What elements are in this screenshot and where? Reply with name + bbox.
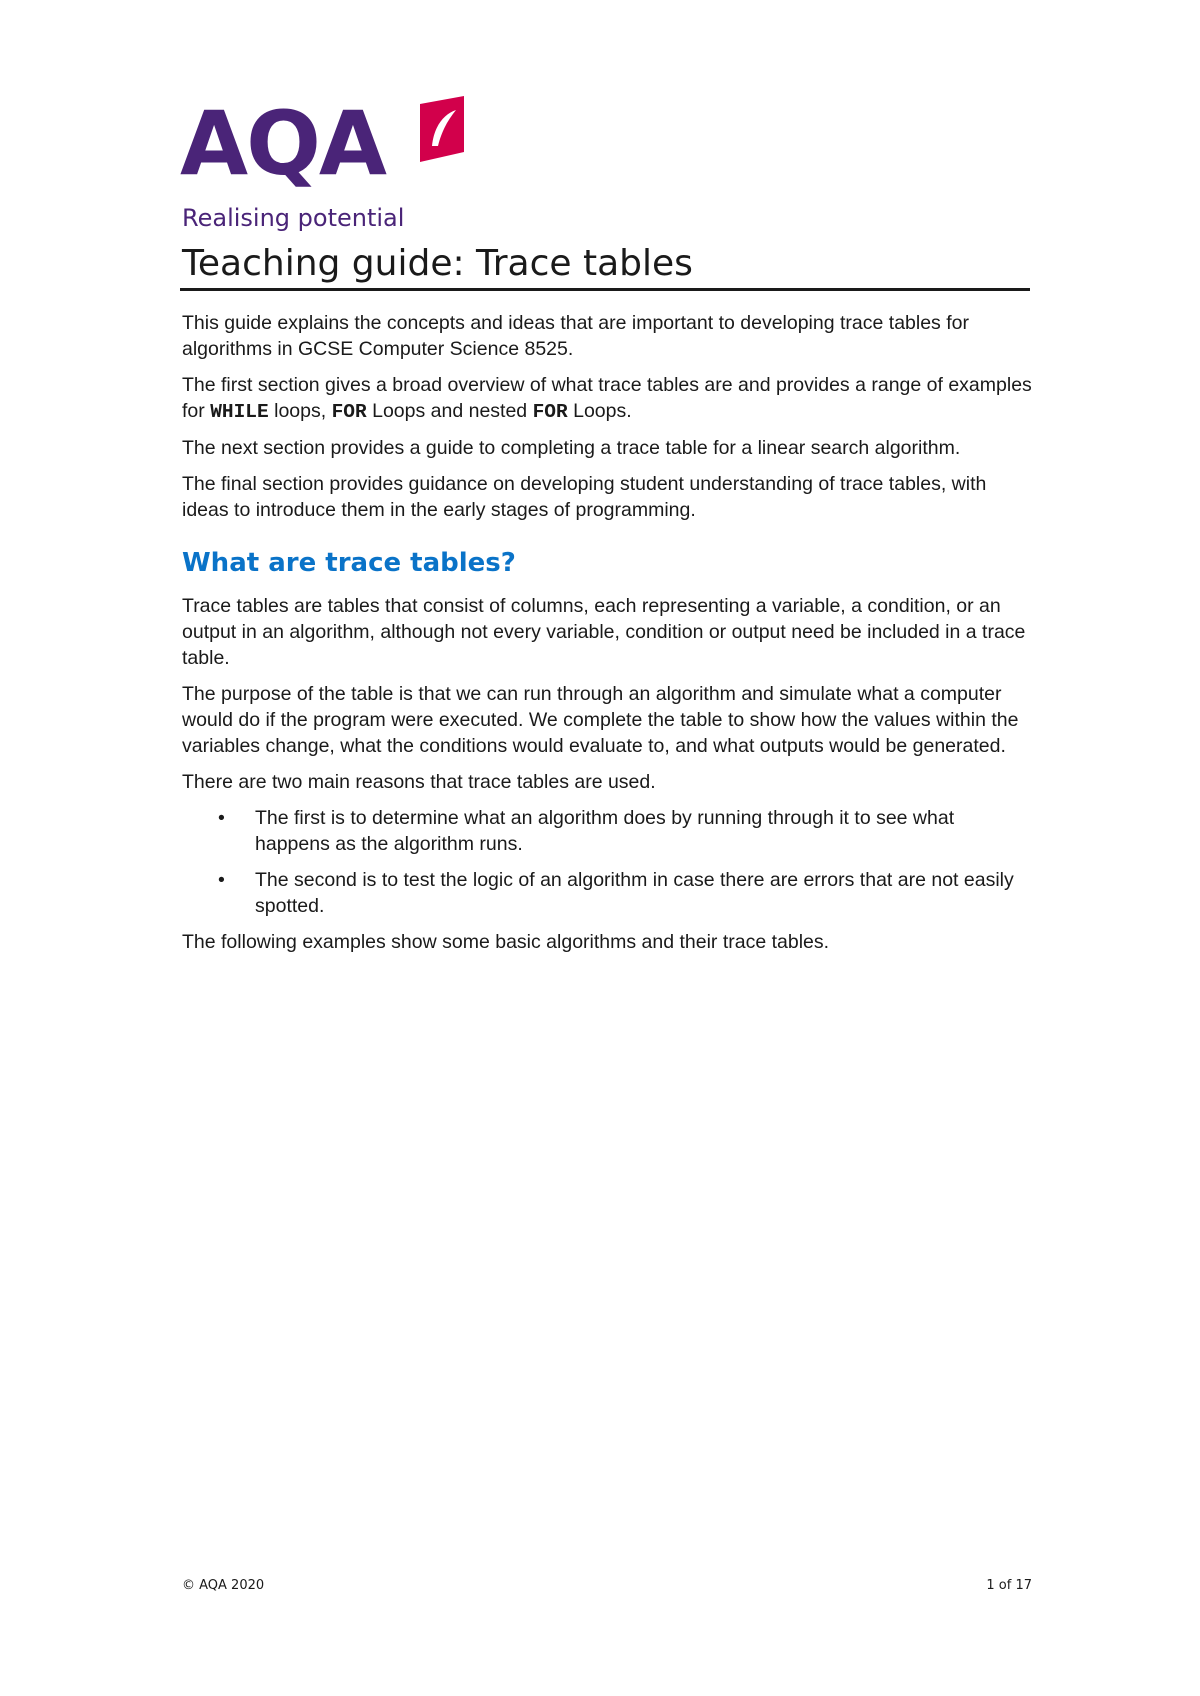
document-body <box>182 310 1032 965</box>
intro-paragraph-2 <box>182 372 1032 425</box>
section-paragraph-3: There are two main reasons that trace tables are used. <box>182 771 656 793</box>
reasons-list <box>182 805 1032 919</box>
keyword-for: FOR <box>331 401 367 423</box>
section-heading: What are trace tables? <box>182 548 516 578</box>
list-item <box>182 805 1032 857</box>
intro-paragraph-4: The final section provides guidance on developing student understanding of trace tables, with ideas to introduce them in the early stages of programming. <box>182 473 987 521</box>
footer-copyright: © AQA 2020 <box>182 1578 265 1593</box>
intro-p2-text-start: The first section gives a broad overview of what trace tables are and provides a range of examples for <box>182 374 1032 422</box>
intro-p2-text-mid1: loops, <box>268 400 332 422</box>
footer-page-number: 1 of 17 <box>986 1578 1032 1593</box>
aqa-logo <box>180 92 480 236</box>
intro-paragraph-1: This guide explains the concepts and ideas that are important to developing trace tables for algorithms in GCSE Computer Science 8525. <box>182 312 969 360</box>
keyword-for-nested: FOR <box>532 401 568 423</box>
list-item-text: The first is to determine what an algorithm does by running through it to see what happens as the algorithm runs. <box>255 807 955 855</box>
bullet-icon: • <box>218 869 225 891</box>
keyword-while: WHILE <box>210 401 269 423</box>
page-title: Teaching guide: Trace tables <box>182 243 693 284</box>
section-paragraph-2: The purpose of the table is that we can run through an algorithm and simulate what a computer would do if the program were executed. We complete the table to show how the values within the variables change, what the conditions would evaluate to, and what outputs would be generated. <box>182 683 1019 757</box>
leaf-icon <box>412 96 472 166</box>
title-divider <box>180 288 1030 291</box>
intro-paragraph-3: The next section provides a guide to completing a trace table for a linear search algorithm. <box>182 437 961 459</box>
section-paragraph-4: The following examples show some basic algorithms and their trace tables. <box>182 931 830 953</box>
intro-p2-text-end: Loops. <box>567 400 632 422</box>
list-item <box>182 867 1032 919</box>
intro-p2-text-mid2: Loops and nested <box>366 400 533 422</box>
bullet-icon: • <box>218 807 225 829</box>
logo-wordmark: AQA <box>180 92 386 195</box>
logo-tagline: Realising potential <box>182 204 405 232</box>
section-paragraph-1: Trace tables are tables that consist of columns, each representing a variable, a condition, or an output in an algorithm, although not every variable, condition or output need be included in a trace table. <box>182 595 1026 669</box>
list-item-text: The second is to test the logic of an algorithm in case there are errors that are not easily spotted. <box>255 869 1014 917</box>
